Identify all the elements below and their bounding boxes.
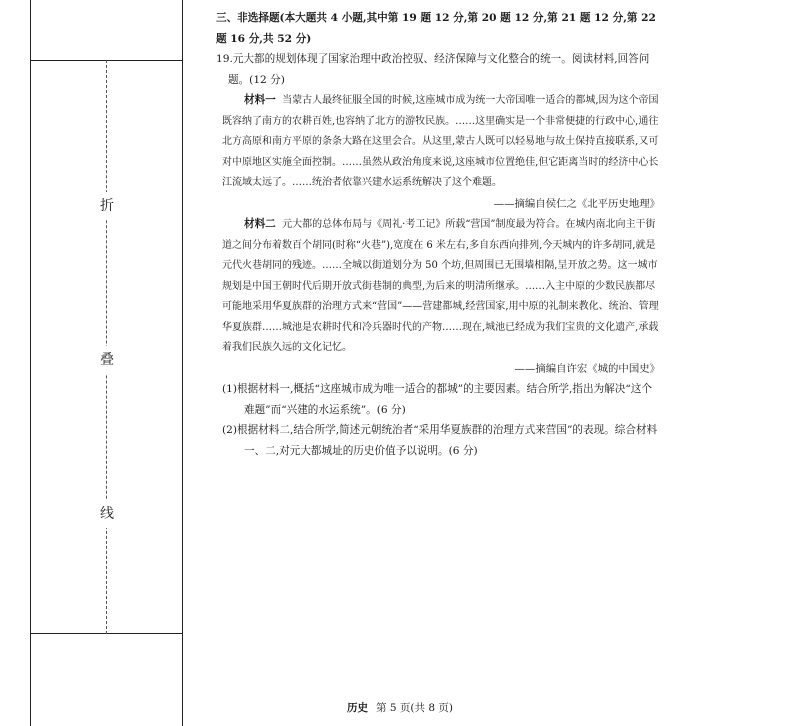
material-2-text: 元大都的总体布局与《周礼·考工记》所载“营国”制度最为符合。在城内南北向主干街道之间分布着数百个胡同(时称“火巷”),宽度在 6 米左右,多自东西向排列,今天城内的许多胡同,就是元代火巷胡同的残迹。……全城以街道划分为 50 个坊,但周围已无围墙相隔,呈开放之势。这一城市规划是中国王朝时代后期开放式街巷制的典型,为后来的明清所继承。……入主中原的少数民族都尽可能地采用华夏族群的治理方式来“营国”——营建都城,经营国家,用中原的礼制来教化、统治、管理华夏族群……城池是农耕时代和冷兵器时代的产物……现在,城池已经成为我们宝贵的文化遗产,承载着我们民族久远的文化记忆。 bbox=[222, 219, 659, 353]
material-2-label: 材料二 bbox=[244, 218, 276, 230]
fold-char-1: 折 bbox=[97, 192, 117, 220]
fold-char-3: 线 bbox=[97, 500, 117, 528]
fold-char-2: 叠 bbox=[97, 346, 117, 374]
exam-content bbox=[216, 8, 660, 461]
sub-question-2: (2)根据材料二,结合所学,简述元朝统治者“采用华夏族群的治理方式来营国”的表现。综合材料一、二,对元大都城址的历史价值予以说明。(6 分) bbox=[222, 424, 658, 457]
footer-page-number: 第 5 页(共 8 页) bbox=[376, 702, 453, 714]
material-1-source: ——摘编自侯仁之《北平历史地理》 bbox=[493, 197, 660, 210]
material-2 bbox=[216, 214, 660, 359]
question-19-stem: 19.元大都的规划体现了国家治理中政治控驭、经济保障与文化整合的统一。阅读材料,回答问题。(12 分) bbox=[216, 53, 650, 86]
material-1-label: 材料一 bbox=[244, 94, 276, 106]
sub-question-1: (1)根据材料一,概括“这座城市成为唯一适合的都城”的主要因素。结合所学,指出为解决“这个难题”而“兴建的水运系统”。(6 分) bbox=[222, 383, 652, 416]
page-footer bbox=[0, 700, 800, 715]
section-title: 三、非选择题(本大题共 4 小题,其中第 19 题 12 分,第 20 题 12 分,第 21 题 12 分,第 22 题 16 分,共 52 分) bbox=[216, 12, 656, 45]
material-1-text: 当蒙古人最终征服全国的时候,这座城市成为统一大帝国唯一适合的都城,因为这个帝国既容纳了南方的农耕百姓,也容纳了北方的游牧民族。……这里确实是一个非常便捷的行政中心,通往北方高原和南方平原的条条大路在这里会合。从这里,蒙古人既可以轻易地与故土保持直接联系,又可对中原地区实施全面控制。……虽然从政治角度来说,这座城市位置绝佳,但它距离当时的经济中心长江流域太远了。……统治者依靠兴建水运系统解决了这个难题。 bbox=[222, 95, 659, 188]
material-2-source: ——摘编自许宏《城的中国史》 bbox=[514, 362, 660, 375]
material-1 bbox=[216, 90, 660, 194]
footer-subject: 历史 bbox=[347, 702, 369, 714]
